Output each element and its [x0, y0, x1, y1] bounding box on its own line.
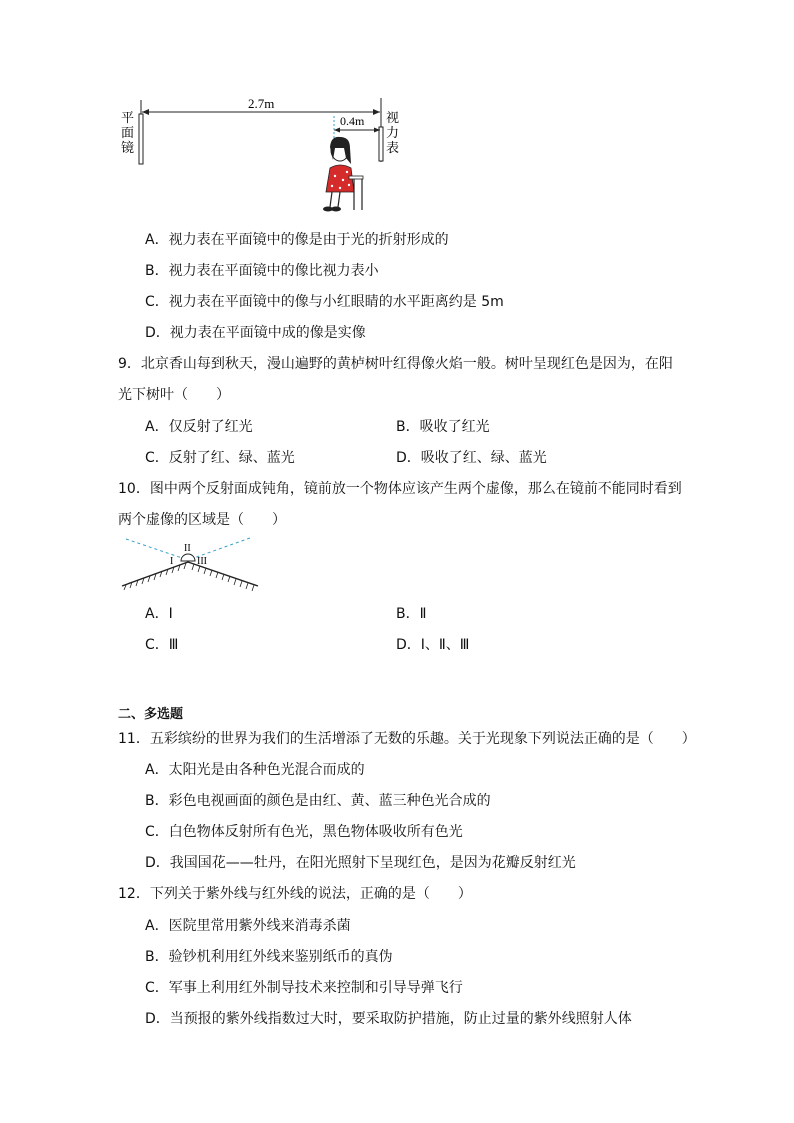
- region-label-3: III: [197, 556, 207, 567]
- section-heading: 二、多选题: [118, 707, 184, 722]
- q12-option-b: B．验钞机利用红外线来鉴别纸币的真伪: [145, 949, 393, 965]
- chart-label-1: 视: [386, 110, 400, 125]
- chart-label-3: 表: [386, 140, 400, 155]
- dimension-total-label: 2.7m: [248, 96, 275, 111]
- q12-option-a: A．医院里常用紫外线来消毒杀菌: [145, 918, 351, 934]
- q8-option-d: D．视力表在平面镜中成的像是实像: [145, 325, 366, 341]
- eye-chart: [379, 127, 383, 161]
- mirror-label-3: 镜: [121, 140, 135, 155]
- q9-option-b: B．吸收了红光: [396, 419, 490, 435]
- q11-option-b: B．彩色电视画面的颜色是由红、黄、蓝三种色光合成的: [145, 793, 491, 809]
- q10-option-a: A．Ⅰ: [145, 606, 173, 622]
- chart-label-2: 力: [386, 125, 400, 140]
- region-label-1: I: [170, 556, 174, 567]
- q9-option-c: C．反射了红、绿、蓝光: [145, 450, 295, 466]
- q11-option-d: D．我国国花——牡丹，在阳光照射下呈现红色，是因为花瓣反射红光: [145, 855, 576, 871]
- obtuse-mirrors-figure: [118, 534, 266, 592]
- q10-option-b: B．Ⅱ: [396, 606, 427, 622]
- mirror-eye-chart-figure: [118, 92, 418, 217]
- q12-stem: 12．下列关于紫外线与红外线的说法，正确的是（ ）: [118, 886, 472, 902]
- q11-option-a: A．太阳光是由各种色光混合而成的: [145, 762, 365, 778]
- arrow-short-left: [334, 128, 340, 133]
- q11-stem: 11．五彩缤纷的世界为我们的生活增添了无数的乐趣。关于光现象下列说法正确的是（ ）: [118, 731, 696, 747]
- region-label-2: II: [184, 543, 191, 554]
- q9-stem-line1: 9．北京香山每到秋天，漫山遍野的黄栌树叶红得像火焰一般。树叶呈现红色是因为，在阳: [118, 356, 673, 372]
- plane-mirror: [139, 114, 143, 164]
- dimension-short-label: 0.4m: [340, 114, 365, 128]
- mirror-label-2: 面: [121, 125, 135, 140]
- q10-option-d: D．Ⅰ、Ⅱ、Ⅲ: [396, 637, 470, 653]
- mirror-hatching: [124, 563, 254, 591]
- q8-option-a: A．视力表在平面镜中的像是由于光的折射形成的: [145, 232, 449, 248]
- q11-option-c: C．白色物体反射所有色光，黑色物体吸收所有色光: [145, 824, 463, 840]
- mirror-label-1: 平: [121, 110, 135, 125]
- q10-option-c: C．Ⅲ: [145, 637, 179, 653]
- q10-stem-line2: 两个虚像的区域是（ ）: [118, 512, 286, 528]
- q8-option-c: C．视力表在平面镜中的像与小红眼睛的水平距离约是 5m: [145, 294, 504, 310]
- dashed-boundary-left: [126, 539, 188, 560]
- q12-option-d: D．当预报的紫外线指数过大时，要采取防护措施，防止过量的紫外线照射人体: [145, 1011, 632, 1027]
- q8-option-b: B．视力表在平面镜中的像比视力表小: [145, 263, 379, 279]
- arrow-right-head: [373, 109, 380, 115]
- q9-option-a: A．仅反射了红光: [145, 419, 253, 435]
- girl-figure: [323, 137, 363, 212]
- q9-option-d: D．吸收了红、绿、蓝光: [396, 450, 547, 466]
- q10-stem-line1: 10．图中两个反射面成钝角，镜前放一个物体应该产生两个虚像，那么在镜前不能同时看到: [118, 481, 682, 497]
- object-semicircle: [181, 554, 195, 561]
- q9-stem-line2: 光下树叶（ ）: [118, 387, 230, 403]
- q12-option-c: C．军事上利用红外制导技术来控制和引导导弹飞行: [145, 980, 463, 996]
